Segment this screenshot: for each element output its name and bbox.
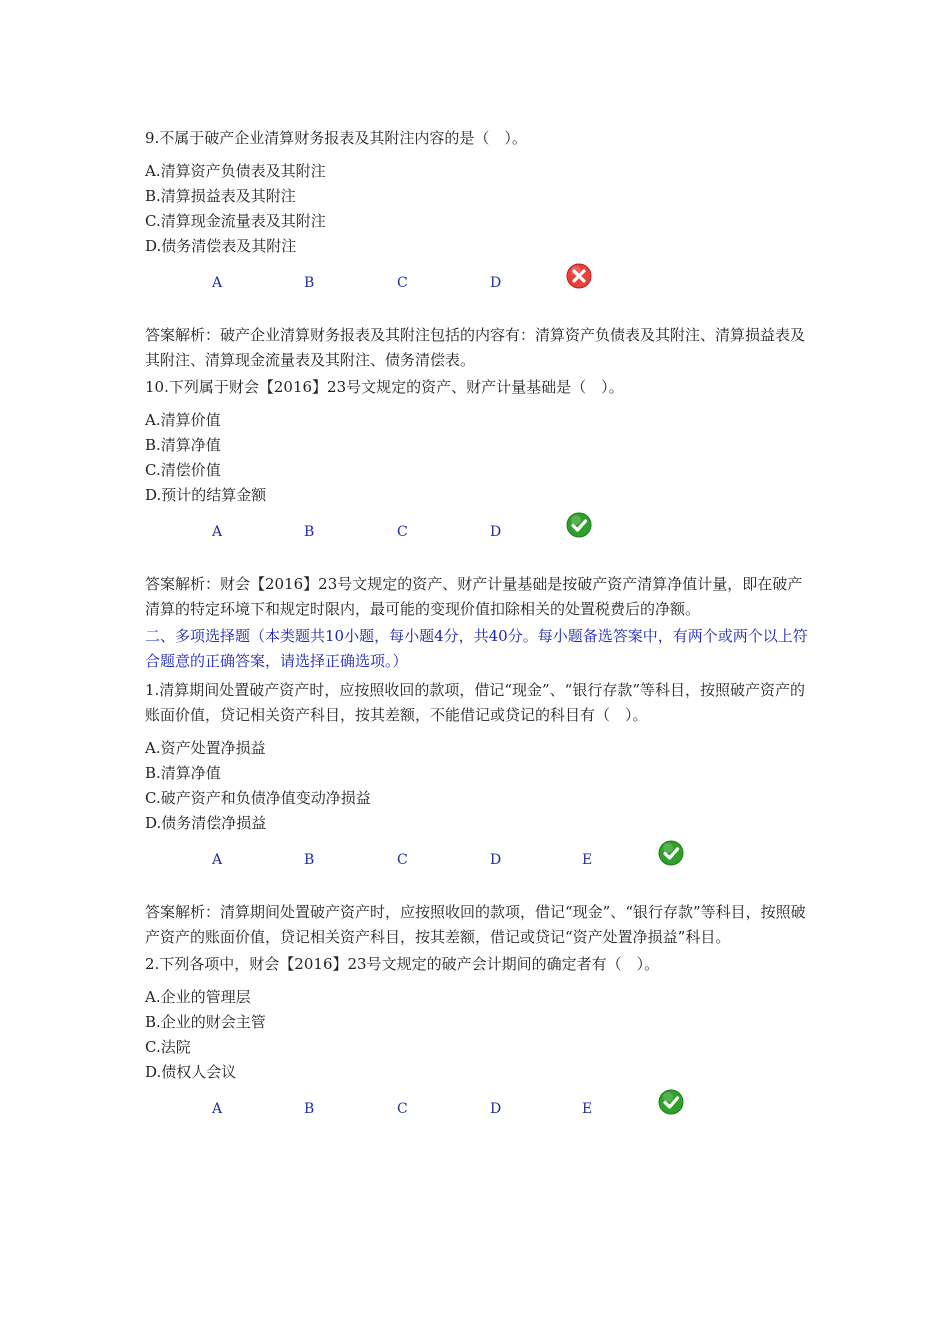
options [145,159,810,259]
option-b: B.清算净值 [145,764,221,782]
explanation: 答案解析：破产企业清算财务报表及其附注包括的内容有：清算资产负债表及其附注、清算损益表及其附注、清算现金流量表及其附注、债务清偿表。 [145,326,806,369]
option-a: A.资产处置净损益 [145,739,266,757]
choice-e[interactable]: E [582,1101,593,1117]
choice-d[interactable]: D [490,852,502,868]
option-d: D.债务清偿表及其附注 [145,237,297,255]
section-title: 二、多项选择题（本类题共10小题，每小题4分，共40分。每小题备选答案中，有两个或两个以上符合题意的正确答案，请选择正确选项。） [145,627,808,670]
choice-b[interactable]: B [304,524,315,540]
explanation: 答案解析：清算期间处置破产资产时，应按照收回的款项，借记“现金”、“银行存款”等科目，按照破产资产的账面价值，贷记相关资产科目，按其差额，借记或贷记“资产处置净损益”科目。 [145,903,806,946]
choice-d[interactable]: D [490,524,502,540]
choice-c[interactable]: C [397,275,408,291]
content [145,126,810,1133]
question-stem: 9.不属于破产企业清算财务报表及其附注内容的是（ ）。 [145,129,527,147]
x-circle-icon [566,263,592,289]
check-circle-icon [658,1089,684,1115]
answer-choices [145,842,810,884]
option-b: B.清算损益表及其附注 [145,187,296,205]
choice-a[interactable]: A [212,1101,223,1117]
check-circle-icon [566,512,592,538]
option-a: A.清算资产负债表及其附注 [145,162,326,180]
choice-c[interactable]: C [397,524,408,540]
choice-a[interactable]: A [212,852,223,868]
answer-choices [145,1091,810,1133]
multi-question-1 [145,678,810,950]
question-10 [145,375,810,622]
choice-a[interactable]: A [212,524,223,540]
option-c: C.破产资产和负债净值变动净损益 [145,789,371,807]
option-a: A.清算价值 [145,411,221,429]
explanation: 答案解析：财会【2016】23号文规定的资产、财产计量基础是按破产资产清算净值计量，即在破产清算的特定环境下和规定时限内，最可能的变现价值扣除相关的处置税费后的净额。 [145,575,803,618]
question-9 [145,126,810,373]
options [145,408,810,508]
option-c: C.法院 [145,1038,191,1056]
question-stem: 1.清算期间处置破产资产时，应按照收回的款项，借记“现金”、“银行存款”等科目，按照破产资产的账面价值，贷记相关资产科目，按其差额，不能借记或贷记的科目有（ ）。 [145,681,805,724]
option-b: B.清算净值 [145,436,221,454]
choice-b[interactable]: B [304,852,315,868]
choice-b[interactable]: B [304,275,315,291]
options [145,736,810,836]
option-b: B.企业的财会主管 [145,1013,266,1031]
choice-a[interactable]: A [212,275,223,291]
choice-c[interactable]: C [397,852,408,868]
option-a: A.企业的管理层 [145,988,251,1006]
option-d: D.债务清偿净损益 [145,814,267,832]
choice-b[interactable]: B [304,1101,315,1117]
question-stem: 10.下列属于财会【2016】23号文规定的资产、财产计量基础是（ ）。 [145,378,624,396]
options [145,985,810,1085]
check-circle-icon [658,840,684,866]
option-c: C.清算现金流量表及其附注 [145,212,326,230]
answer-choices [145,265,810,307]
option-d: D.预计的结算金额 [145,486,267,504]
option-c: C.清偿价值 [145,461,221,479]
choice-e[interactable]: E [582,852,593,868]
choice-d[interactable]: D [490,275,502,291]
multi-question-2 [145,952,810,1133]
option-d: D.债权人会议 [145,1063,237,1081]
answer-choices [145,514,810,556]
question-stem: 2.下列各项中，财会【2016】23号文规定的破产会计期间的确定者有（ ）。 [145,955,660,973]
choice-d[interactable]: D [490,1101,502,1117]
choice-c[interactable]: C [397,1101,408,1117]
